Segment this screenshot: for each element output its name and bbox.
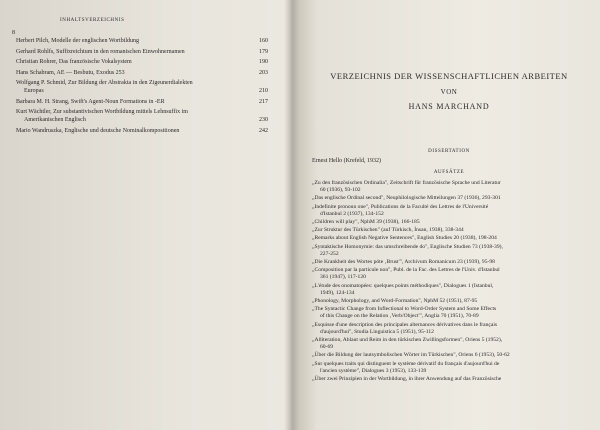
toc-entry-text: Christian Rohrer, Das französische Vokalsystem [16,59,132,65]
toc-entry [16,79,268,95]
entry-line: „Children will play", NphM 39 (1938), 166-185 [312,219,420,226]
entry-line: „Indefinite pronoun one", Publications de la Faculté des Lettres de l'Université [312,203,489,210]
toc-entry-text: Herbert Pilch, Modelle der englischen Wortbildung [16,38,140,44]
toc-page-number: 179 [259,48,268,55]
bibliography-entry [312,180,588,194]
toc-page-number: 230 [259,117,268,123]
bibliography-entry [312,337,588,351]
right-page [298,0,600,430]
entry-line: „Über zwei Prinzipien in der Wortbildung, in ihrer Anwendung auf das Französische [312,376,502,383]
running-head: INHALTSVERZEICHNIS [60,18,125,23]
toc-entry [16,58,268,66]
entry-line: „Das englische Ordinal second", Neuphilologische Mitteilungen 37 (1936), 293-301 [312,195,501,202]
toc-entry-text: Kurt Wächtler, Zur substantivischen Wortbildung mittels Lehnsuffix im [16,109,188,115]
bibliography-entry [312,361,588,375]
toc-entry-text: Barbara M. H. Strang, Swift's Agent-Noun Formations in -ER [16,98,165,105]
author-name: HANS MARCHAND [408,102,490,111]
bibliography-entry [312,352,588,359]
toc-entry-continuation: Amerikanischen Englisch [24,117,86,123]
entry-continuation: d'Istanbul 2 (1937), 134-152 [320,210,384,217]
toc-page-number: 210 [259,88,268,94]
entry-continuation: 361 (1947), 117-120 [320,274,366,281]
entry-line: „L'étude des onomatopées: quelques points méthodiques", Dialogues 1 (Istanbul, [312,282,494,289]
toc-entry-text: Gerhard Rohlfs, Suffixreichtum in den romanischen Einwohnernamen [16,48,185,55]
entry-line: „Über die Bildung der lautsymbolischen Wörter im Türkischen", Oriens 6 (1953), 50-62 [312,352,510,359]
entry-line: „The Syntactic Change from Inflectional to Word-Order System and Some Effects [312,306,497,313]
entry-line: „Die Krankheit des Wortes póte ‚Brust'", Archivum Romanicum 23 (1939), 95-98 [312,259,495,266]
entry-continuation: l'ancien système", Dialogues 3 (1953), 133-139 [320,367,427,374]
toc-page-number: 190 [259,59,268,65]
bibliography-entry [312,259,588,266]
toc-entry [16,98,268,106]
bibliography-entry [312,219,588,226]
bibliography-entry [312,322,588,336]
left-page [0,0,286,430]
bibliography-entry [312,244,588,258]
toc-entry [16,108,268,124]
entry-line: „Remarks about English Negative Sentences", English Studies 20 (1938), 198-204 [312,235,497,242]
entry-line: „Esquisse d'une description des principales alternances dérivatives dans le français [312,321,498,328]
dissertation-heading: DISSERTATION [428,149,470,154]
entry-line: „Phonology, Morphology, and Word-Formation", NphM 52 (1951), 87-95 [312,298,478,305]
toc-entry [16,48,268,56]
bibliography-entry [312,283,588,297]
toc-page-number: 160 [259,38,268,44]
entry-continuation: 227-252 [320,250,339,257]
dissertation-entry: Ernest Hello (Krefeld, 1932) [312,158,381,164]
entry-line: „Syntaktische Homonymie: das umschreibende do", Englische Studien 73 (1938-39), [312,243,503,250]
toc-entry-continuation: Europas [24,88,44,94]
bibliography-entry [312,204,588,218]
by-line: VON [440,88,458,96]
toc-entry [16,127,268,135]
page-title: VERZEICHNIS DER WISSENSCHAFTLICHEN ARBEITEN [330,71,568,81]
toc-page-number: 217 [259,98,268,105]
toc-entry-text: Mario Wandruszka, Englische und deutsche Nominalkompositionen [16,127,180,134]
entry-continuation: 1949), 124-134 [320,289,355,296]
page-number: 8 [12,30,15,36]
bibliography-entry [312,306,588,320]
bibliography-entry [312,195,588,202]
entry-line: „Zur Struktur des Türkischen" (auf Türkisch, İnsan, 1938), 338-344 [312,227,464,234]
toc-entry [16,37,268,45]
toc-page-number: 242 [259,127,268,134]
bibliography-list [312,180,588,384]
entry-line: „Sur quelques traits qui distinguent le système dérivatif du français d'aujourd'hui de [312,360,500,367]
entry-continuation: of this Change on the Relation ‚Verb/Object'", Anglia 70 (1951), 70-89 [320,313,479,320]
toc-entry [16,69,268,77]
bibliography-entry [312,298,588,305]
entry-continuation: d'aujourd'hui", Studia Linguistica 5 (1951), 95-112 [320,328,434,335]
bibliography-entry [312,235,588,242]
toc-page-number: 203 [259,69,268,76]
bibliography-entry [312,227,588,234]
toc-entry-text: Wolfgang P. Schmid, Zur Bildung der Abstrakta in den Zigeunerdialekten [16,80,193,86]
bibliography-entry [312,267,588,281]
entry-line: „Composition par la particule non", Publ. de la Fac. des Lettres de l'Univ. d'Istanbul [312,267,500,274]
articles-heading: AUFSÄTZE [433,170,465,175]
bibliography-entry [312,376,588,383]
toc-entry-text: Hans Schabram, AE — Besbutu, Exodus 253 [16,69,125,76]
entry-continuation: 60 (1936), 93-102 [320,187,361,194]
entry-line: „Zu den französischen Ordinalia", Zeitschrift für französische Sprache und Literatur [312,180,501,186]
entry-line: „Alliteration, Ablaut und Reim in den türkischen Zwillingsformen", Oriens 5 (1952), [312,337,503,344]
table-of-contents [16,37,268,137]
entry-continuation: 60-69 [320,344,334,351]
